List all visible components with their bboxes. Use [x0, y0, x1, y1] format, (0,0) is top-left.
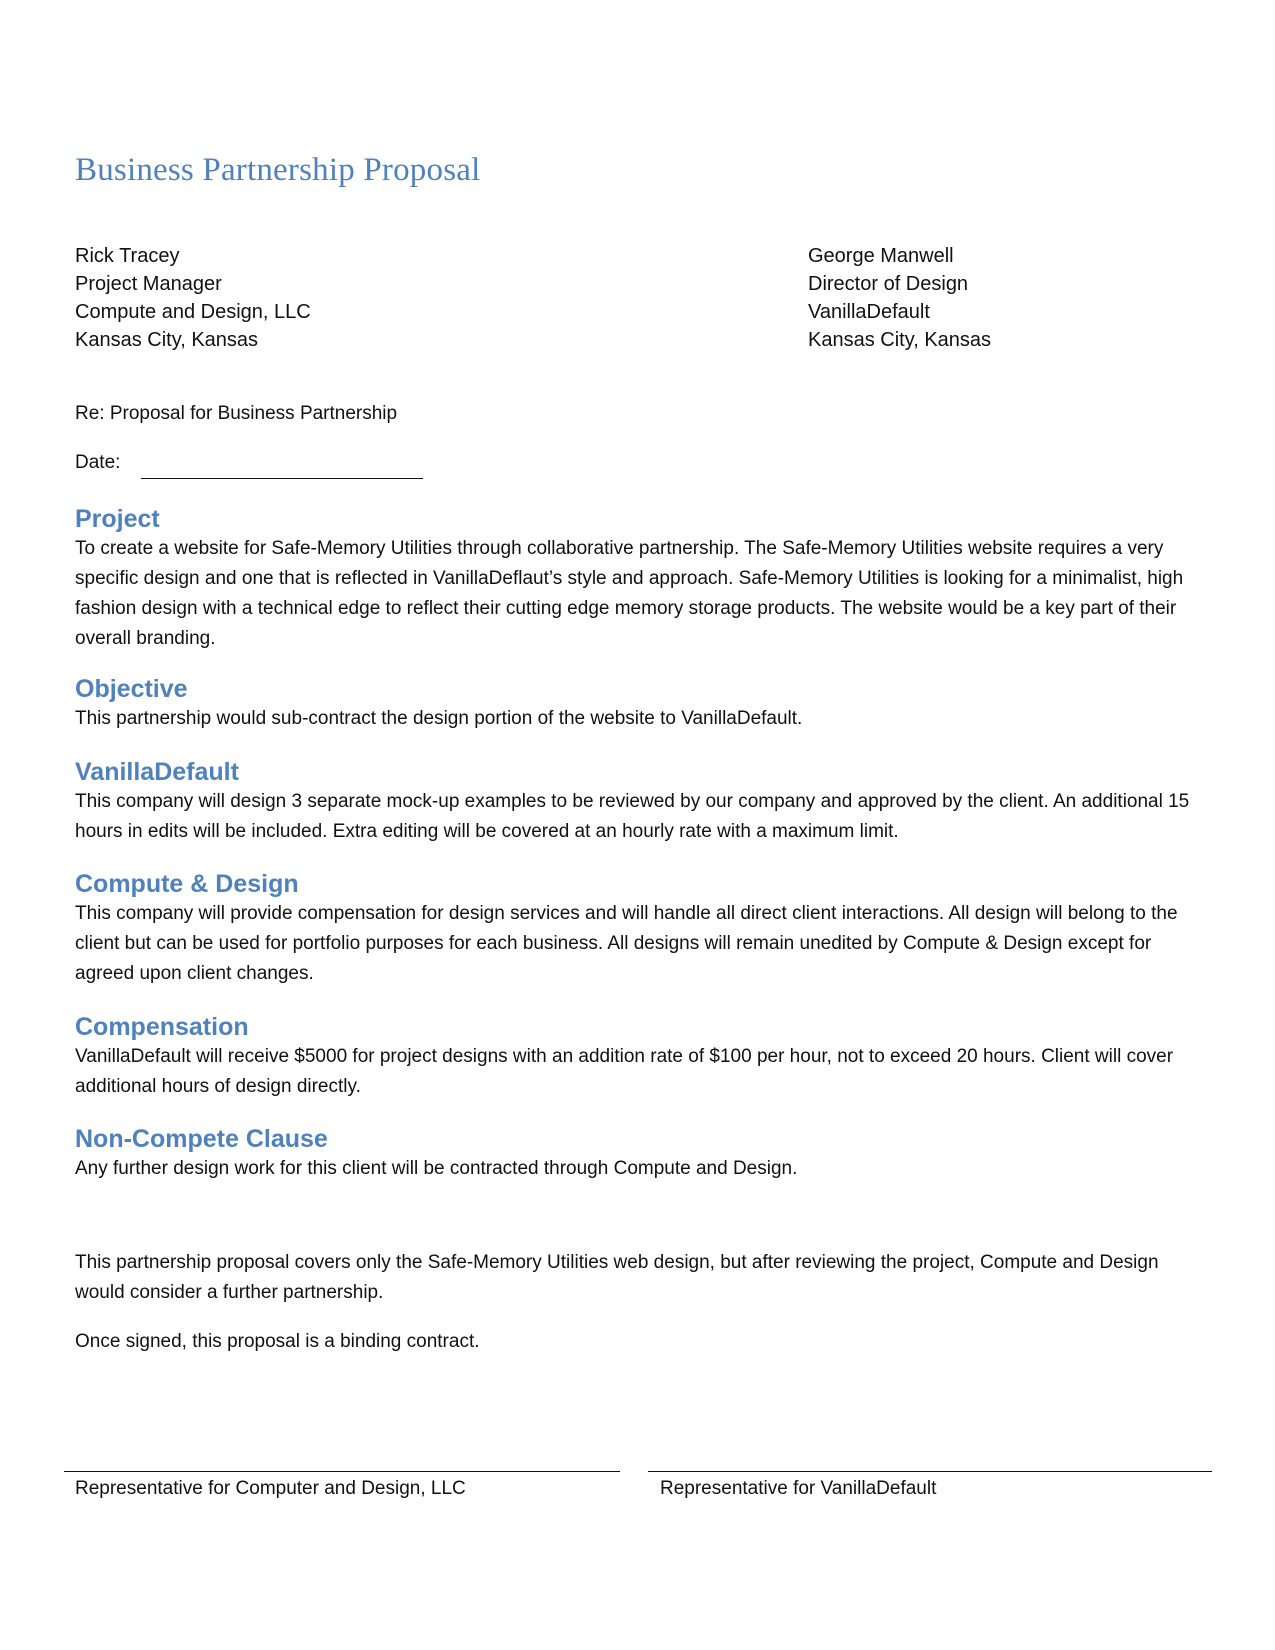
- sender-role: Project Manager: [75, 273, 222, 295]
- section-heading: VanillaDefault: [75, 758, 239, 786]
- section-compensation: [75, 1012, 1205, 1102]
- section-heading: Compensation: [75, 1013, 249, 1041]
- recipient-role: Director of Design: [808, 273, 969, 295]
- signature-line-right[interactable]: [648, 1471, 1212, 1472]
- signature-line-left[interactable]: [64, 1471, 620, 1472]
- section-heading: Non-Compete Clause: [75, 1125, 328, 1153]
- date-label: Date:: [75, 452, 121, 473]
- section-compute-design: [75, 869, 1205, 989]
- section-objective: [75, 674, 1205, 734]
- section-body: To create a website for Safe-Memory Utilities through collaborative partnership. The Safe-Memory Utilities website requires a very specific design and one that is reflected in VanillaDeflaut’s style and approach. Safe-Memory Utilities is looking for a minimalist, high fashion design with a technical edge to reflect their cutting edge memory storage products. The website would be a key part of their overall branding.: [75, 538, 1184, 649]
- sender-location: Kansas City, Kansas: [75, 329, 259, 351]
- section-project: [75, 504, 1205, 654]
- document-title: Business Partnership Proposal: [75, 152, 481, 188]
- recipient-location: Kansas City, Kansas: [808, 329, 992, 351]
- signature-label-left: Representative for Computer and Design, LLC: [75, 1478, 466, 1499]
- sender-company: Compute and Design, LLC: [75, 301, 311, 323]
- section-body: VanillaDefault will receive $5000 for project designs with an addition rate of $100 per hour, not to exceed 20 hours. Client will cover additional hours of design directly.: [75, 1046, 1174, 1097]
- binding-note: Once signed, this proposal is a binding contract.: [75, 1331, 480, 1352]
- re-line: Re: Proposal for Business Partnership: [75, 403, 398, 424]
- section-body: Any further design work for this client will be contracted through Compute and Design.: [75, 1158, 798, 1179]
- sender-name: Rick Tracey: [75, 245, 180, 267]
- section-heading: Objective: [75, 675, 188, 703]
- recipient-name: George Manwell: [808, 245, 954, 267]
- date-fill-line[interactable]: [141, 478, 423, 479]
- section-body: This company will provide compensation for design services and will handle all direct client interactions. All design will belong to the client but can be used for portfolio purposes for each business. All designs will remain unedited by Compute & Design except for agreed upon client changes.: [75, 903, 1178, 984]
- section-vanilladefault: [75, 757, 1205, 847]
- closing-paragraph: This partnership proposal covers only the Safe-Memory Utilities web design, but after reviewing the project, Compute and Design would consider a further partnership.: [75, 1252, 1159, 1303]
- section-heading: Project: [75, 505, 160, 533]
- section-heading: Compute & Design: [75, 870, 299, 898]
- section-non-compete: [75, 1124, 1205, 1184]
- recipient-company: VanillaDefault: [808, 301, 930, 323]
- recipient-address-block: [808, 242, 991, 354]
- signature-label-right: Representative for VanillaDefault: [660, 1478, 937, 1499]
- section-body: This partnership would sub-contract the design portion of the website to VanillaDefault.: [75, 708, 803, 729]
- section-body: This company will design 3 separate mock-up examples to be reviewed by our company and approved by the client. An additional 15 hours in edits will be included. Extra editing will be covered at an hourly rate with a maximum limit.: [75, 791, 1190, 842]
- sender-address-block: [75, 242, 311, 354]
